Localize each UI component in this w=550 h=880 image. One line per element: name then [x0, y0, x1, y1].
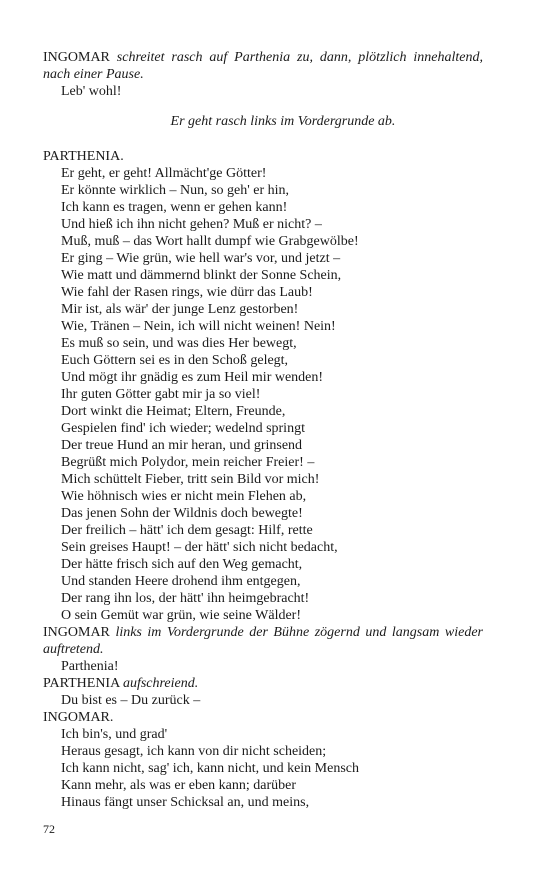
verse-line: Ich bin's, und grad' — [61, 727, 168, 742]
speech-heading-ingomar-1 — [43, 49, 483, 83]
verse-line: Wie fahl der Rasen rings, wie dürr das Laub! — [61, 285, 313, 300]
speaker-name: INGOMAR — [43, 625, 110, 640]
verse-line: Ihr guten Götter gabt mir ja so viel! — [61, 387, 261, 402]
play-text — [43, 49, 483, 811]
verse-line: Sein greises Haupt! – der hätt' sich nicht bedacht, — [61, 540, 338, 555]
page-number: 72 — [43, 822, 55, 836]
verse-line: Der treue Hund an mir heran, und grinsend — [61, 438, 303, 453]
verse-line: Der rang ihn los, der hätt' ihn heimgebracht! — [61, 591, 310, 606]
stage-direction: aufschreiend. — [122, 676, 199, 691]
verse-line: Mir ist, als wär' der junge Lenz gestorben! — [61, 302, 299, 317]
verse-line: Muß, muß – das Wort hallt dumpf wie Grabgewölbe! — [61, 234, 359, 249]
verse-line: Der hätte frisch sich auf den Weg gemacht, — [61, 557, 303, 572]
stage-direction: links im Vordergrunde der Bühne zögernd und langsam wieder auftretend. — [43, 625, 484, 657]
stage-direction: schreitet rasch auf Parthenia zu, dann, plötzlich innehaltend, nach einer Pause. — [43, 50, 484, 82]
verse-line: Wie höhnisch wies er nicht mein Flehen ab, — [61, 489, 307, 504]
verse-line: Dort winkt die Heimat; Eltern, Freunde, — [61, 404, 286, 419]
verse-line: Das jenen Sohn der Wildnis doch bewegte! — [61, 506, 303, 521]
verse-line: Wie, Tränen – Nein, ich will nicht weinen! Nein! — [61, 319, 336, 334]
verse-line: O sein Gemüt war grün, wie seine Wälder! — [61, 608, 301, 623]
verse-line: Begrüßt mich Polydor, mein reicher Freier! – — [61, 455, 315, 470]
speech-heading-parthenia-2 — [43, 675, 483, 692]
verse-line: Ich kann nicht, sag' ich, kann nicht, und kein Mensch — [61, 761, 360, 776]
verse-block-ingomar — [43, 726, 483, 811]
verse-line: Ich kann es tragen, wenn er gehen kann! — [61, 200, 288, 215]
verse-line: Er ging – Wie grün, wie hell war's vor, und jetzt – — [61, 251, 341, 266]
speaker-name: PARTHENIA. — [43, 149, 124, 164]
verse-line: Parthenia! — [61, 659, 119, 674]
verse-line: Er könnte wirklich – Nun, so geh' er hin, — [61, 183, 290, 198]
verse-line: Leb' wohl! — [61, 84, 122, 99]
verse-line: Heraus gesagt, ich kann von dir nicht scheiden; — [61, 744, 327, 759]
verse-line: Er geht, er geht! Allmächt'ge Götter! — [61, 166, 267, 181]
verse-line: Euch Göttern sei es in den Schoß gelegt, — [61, 353, 289, 368]
verse-line: Der freilich – hätt' ich dem gesagt: Hilf, rette — [61, 523, 313, 538]
verse-line: Und hieß ich ihn nicht gehen? Muß er nicht? – — [61, 217, 322, 232]
verse-line: Und mögt ihr gnädig es zum Heil mir wenden! — [61, 370, 324, 385]
verse-line: Und standen Heere drohend ihm entgegen, — [61, 574, 301, 589]
verse-line: Hinaus fängt unser Schicksal an, und meins, — [61, 795, 310, 810]
verse-line: Es muß so sein, und was dies Her bewegt, — [61, 336, 297, 351]
centered-stage-direction: Er geht rasch links im Vordergrunde ab. — [170, 114, 396, 129]
speaker-name: PARTHENIA — [43, 676, 120, 691]
verse-block-parthenia — [43, 165, 483, 624]
verse-line: Kann mehr, als was er eben kann; darüber — [61, 778, 297, 793]
verse-line: Du bist es – Du zurück – — [61, 693, 201, 708]
verse-line: Wie matt und dämmernd blinkt der Sonne Schein, — [61, 268, 342, 283]
speech-heading-ingomar-2 — [43, 624, 483, 658]
verse-line: Mich schüttelt Fieber, tritt sein Bild vor mich! — [61, 472, 320, 487]
verse-line: Gespielen find' ich wieder; wedelnd springt — [61, 421, 305, 436]
speaker-name: INGOMAR — [43, 50, 110, 65]
speaker-name: INGOMAR. — [43, 710, 114, 725]
